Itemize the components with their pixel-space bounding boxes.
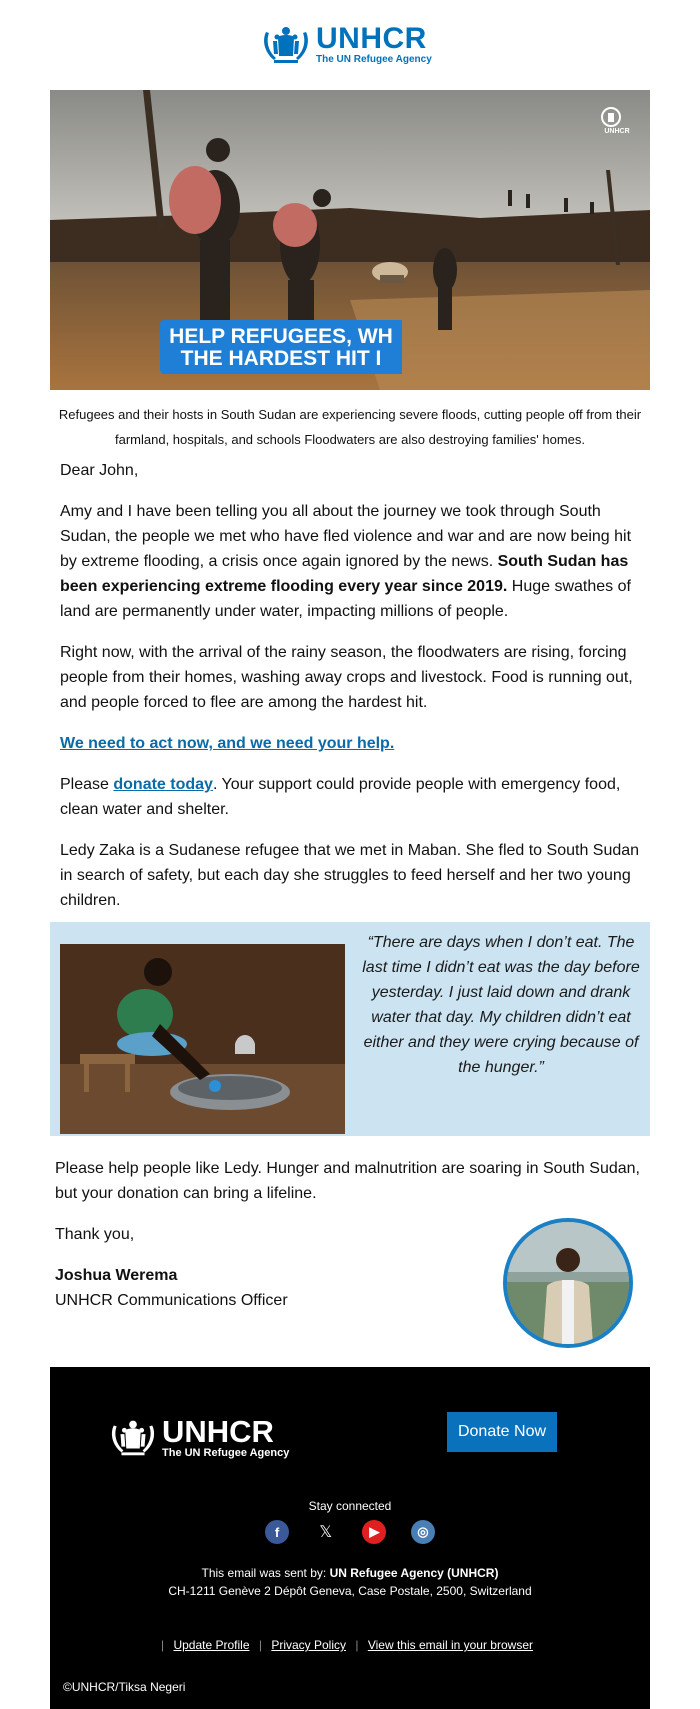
footer [50, 1367, 650, 1709]
sender-info [50, 1564, 650, 1600]
greeting: Dear John, [60, 462, 139, 479]
footer-logo-tagline: The UN Refugee Agency [162, 1446, 290, 1459]
sender-address: CH-1211 Genève 2 Dépôt Geneva, Case Postale, 2500, Switzerland [168, 1584, 532, 1598]
hero-banner-line2: THE HARDEST HIT I [180, 347, 382, 370]
letter-body [60, 458, 640, 929]
view-in-browser-link[interactable]: View this email in your browser [367, 1638, 533, 1652]
update-profile-link[interactable]: Update Profile [173, 1638, 250, 1652]
hero-banner [160, 320, 402, 374]
instagram-icon[interactable]: ◎ [411, 1520, 435, 1544]
stay-connected-label: Stay connected [308, 1499, 392, 1513]
footer-links: | Update Profile | Privacy Policy | View this email in your browser [160, 1638, 533, 1652]
ledy-photo [60, 944, 345, 1134]
thank-you: Thank you, [55, 1226, 135, 1243]
paragraph-rainy-season: Right now, with the arrival of the rainy season, the floodwaters are rising, forcing people from their homes, washing away crops and livestock. Food is running out, and people forced to flee are among the hardest hit. [60, 644, 633, 711]
donate-now-button[interactable]: Donate Now [447, 1412, 557, 1452]
facebook-icon[interactable]: f [265, 1520, 289, 1544]
paragraph-journey: Amy and I have been telling you all about the journey we took through South Sudan, the people we met who have fled violence and war and are now being hit by extreme flooding, a crisis once again ignored by the news. South Sudan has been experiencing extreme flooding every year since 2019. Huge swathes of land are permanently under water, impacting millions of people. [60, 503, 632, 620]
signer-name: Joshua Werema [55, 1267, 178, 1284]
paragraph-help-ledy: Please help people like Ledy. Hunger and malnutrition are soaring in South Sudan, but your donation can bring a lifeline. [55, 1160, 640, 1202]
logo-tagline: The UN Refugee Agency [316, 53, 432, 65]
watermark-emblem-icon [600, 106, 622, 128]
footer-logo[interactable] [108, 1413, 298, 1461]
ledy-quote: “There are days when I don’t eat. The last time I didn’t eat was the day before yesterday. I just laid down and drank water that day. My children didn’t eat either and they were crying because of the hunger.” [362, 934, 640, 1076]
signer-avatar [503, 1218, 633, 1348]
hero-banner-line1: HELP REFUGEES, WH [169, 325, 393, 348]
hero-caption: Refugees and their hosts in South Sudan are experiencing severe floods, cutting people off from their farmland, hospitals, and schools Floodwaters are also destroying families' homes. [58, 407, 642, 447]
sent-by-prefix: This email was sent by: [201, 1566, 330, 1580]
footer-unhcr-emblem-icon [108, 1414, 158, 1460]
paragraph-cta [60, 731, 640, 756]
signer-title: UNHCR Communications Officer [55, 1292, 288, 1309]
unhcr-logo[interactable] [260, 22, 450, 66]
logo-name: UNHCR [316, 21, 427, 55]
paragraph-ledy: Ledy Zaka is a Sudanese refugee that we met in Maban. She fled to South Sudan in search of safety, but each day she struggles to feed herself and her two young children. [60, 842, 640, 909]
x-twitter-icon[interactable]: 𝕏 [319, 1524, 333, 1541]
hero-image[interactable] [50, 90, 650, 390]
footer-logo-name: UNHCR [162, 1413, 274, 1449]
social-links [265, 1520, 435, 1546]
quote-box [50, 922, 650, 1136]
privacy-policy-link[interactable]: Privacy Policy [271, 1638, 346, 1652]
photo-credit: ©UNHCR/Tiksa Negeri [63, 1680, 186, 1694]
emphasis-flooding: South Sudan has been experiencing extreme flooding every year since 2019. [60, 553, 629, 595]
donate-today-link[interactable]: donate today [113, 776, 213, 793]
sent-by-org: UN Refugee Agency (UNHCR) [329, 1566, 499, 1580]
watermark-logo [600, 106, 634, 146]
paragraph-donate: Please donate today. Your support could provide people with emergency food, clean water and shelter. [60, 776, 621, 818]
act-now-link[interactable]: We need to act now, and we need your help. [60, 735, 395, 752]
watermark-text: UNHCR [604, 128, 630, 135]
youtube-icon[interactable]: ▶ [362, 1520, 386, 1544]
unhcr-emblem-icon [260, 22, 312, 66]
signer-photo [507, 1222, 629, 1344]
